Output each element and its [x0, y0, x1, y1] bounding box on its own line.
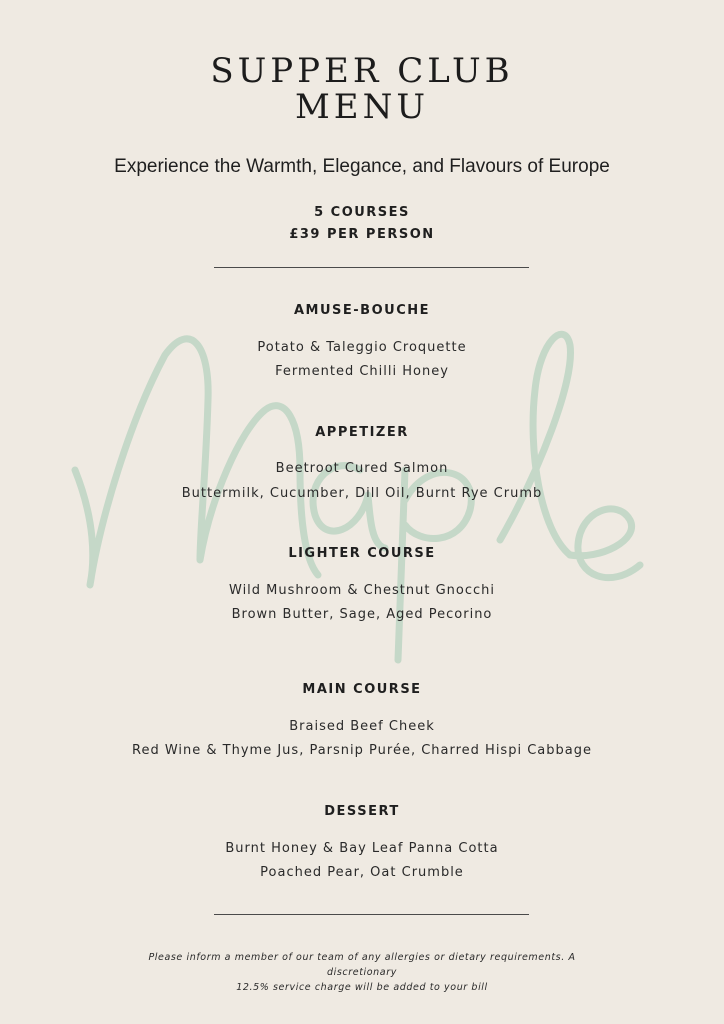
course-dish-dessert: Burnt Honey & Bay Leaf Panna Cotta: [225, 841, 499, 856]
course-dish-amuse-bouche: Potato & Taleggio Croquette: [257, 340, 467, 355]
course-detail-lighter-course: Brown Butter, Sage, Aged Pecorino: [231, 607, 493, 622]
course-heading-appetizer: APPETIZER: [315, 425, 409, 440]
course-detail-appetizer: Buttermilk, Cucumber, Dill Oil, Burnt Rye Crumb: [181, 486, 543, 501]
course-heading-lighter-course: LIGHTER COURSE: [288, 546, 436, 561]
course-heading-dessert: DESSERT: [324, 804, 400, 819]
course-count: 5 COURSES: [314, 205, 410, 220]
course-detail-dessert: Poached Pear, Oat Crumble: [260, 865, 464, 880]
course-dish-main-course: Braised Beef Cheek: [289, 719, 435, 734]
course-detail-main-course: Red Wine & Thyme Jus, Parsnip Purée, Charred Hispi Cabbage: [132, 743, 592, 758]
price-per-person: £39 PER PERSON: [289, 227, 435, 242]
menu-title-line-1: SUPPER CLUB: [210, 51, 514, 91]
allergy-service-notice: [120, 950, 604, 995]
course-detail-amuse-bouche: Fermented Chilli Honey: [275, 364, 449, 379]
menu-subtitle: Experience the Warmth, Elegance, and Flavours of Europe: [114, 156, 610, 177]
course-dish-appetizer: Beetroot Cured Salmon: [275, 461, 449, 476]
notice-line-1: Please inform a member of our team of any allergies or dietary requirements. A discretionary: [148, 952, 576, 978]
course-heading-main-course: MAIN COURSE: [302, 682, 422, 697]
notice-line-2: 12.5% service charge will be added to your bill: [236, 982, 488, 993]
menu-title-line-2: MENU: [294, 87, 430, 127]
top-divider: [214, 267, 529, 268]
bottom-divider: [214, 914, 529, 915]
course-dish-lighter-course: Wild Mushroom & Chestnut Gnocchi: [229, 583, 495, 598]
course-heading-amuse-bouche: AMUSE-BOUCHE: [293, 303, 430, 318]
